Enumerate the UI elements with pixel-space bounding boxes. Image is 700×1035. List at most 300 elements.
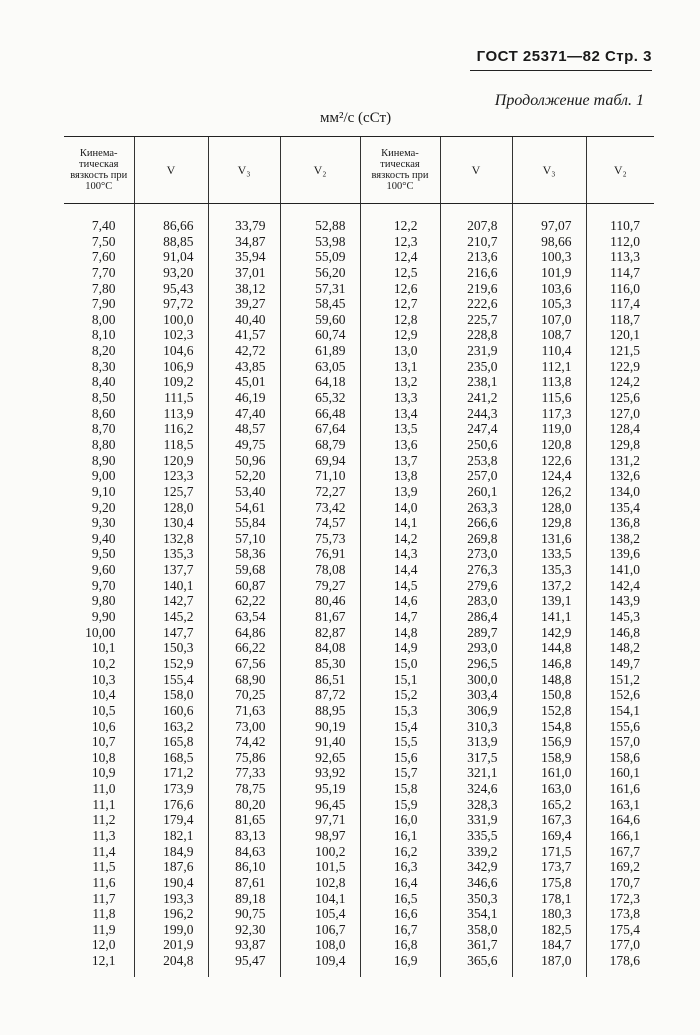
table-cell: 241,2: [467, 390, 498, 406]
table-cell: 15,5: [393, 734, 418, 750]
table-cell: 16,4: [393, 874, 418, 890]
table-cell: 289,7: [467, 624, 498, 640]
table-cell: 178,6: [609, 953, 640, 969]
column-kinematic-viscosity-1: [64, 204, 134, 977]
table-cell: 273,0: [467, 546, 498, 562]
table-cell: 184,9: [163, 843, 194, 859]
table-cell: 10,5: [91, 702, 116, 718]
table-cell: 66,48: [315, 405, 346, 421]
table-cell: 47,40: [235, 405, 266, 421]
table-cell: 129,8: [609, 436, 640, 452]
page-header-title: ГОСТ 25371—82 Стр. 3: [476, 48, 652, 65]
table-cell: 10,7: [91, 734, 116, 750]
table-cell: 175,8: [541, 874, 572, 890]
table-cell: 117,3: [541, 405, 572, 421]
table-cell: 53,40: [235, 483, 266, 499]
table-cell: 142,4: [609, 577, 640, 593]
table-cell: 10,2: [91, 655, 116, 671]
column-v2-1: [281, 204, 360, 977]
table-cell: 82,87: [315, 624, 346, 640]
table-cell: 64,18: [315, 374, 346, 390]
table-cell: 235,0: [467, 358, 498, 374]
table-cell: 138,2: [609, 530, 640, 546]
table-cell: 16,3: [393, 859, 418, 875]
table-cell: 12,8: [393, 311, 418, 327]
table-continuation-label: Продолжение табл. 1: [494, 92, 644, 109]
table-cell: 68,90: [235, 671, 266, 687]
table-cell: 266,6: [467, 515, 498, 531]
table-cell: 11,5: [92, 859, 116, 875]
table-cell: 358,0: [467, 921, 498, 937]
table-cell: 147,7: [163, 624, 194, 640]
table-cell: 118,5: [163, 436, 194, 452]
table-cell: 58,36: [235, 546, 266, 562]
table-cell: 171,2: [163, 765, 194, 781]
table-cell: 91,40: [315, 734, 346, 750]
table-cell: 63,05: [315, 358, 346, 374]
table-cell: 354,1: [467, 906, 498, 922]
table-cell: 166,1: [609, 827, 640, 843]
table-cell: 276,3: [467, 562, 498, 578]
table-cell: 116,0: [610, 280, 640, 296]
table-cell: 97,71: [315, 812, 346, 828]
table-cell: 120,9: [163, 452, 194, 468]
table-cell: 102,3: [163, 327, 194, 343]
table-cell: 93,92: [315, 765, 346, 781]
table-cell: 112,0: [610, 233, 640, 249]
table-cell: 169,2: [609, 859, 640, 875]
table-cell: 321,1: [467, 765, 498, 781]
table-cell: 74,57: [315, 515, 346, 531]
table-cell: 210,7: [467, 233, 498, 249]
table-cell: 69,94: [315, 452, 346, 468]
table-cell: 13,2: [393, 374, 418, 390]
table-cell: 13,3: [393, 390, 418, 406]
table-cell: 160,6: [163, 702, 194, 718]
table-cell: 38,12: [235, 280, 266, 296]
table-cell: 238,1: [467, 374, 498, 390]
table-cell: 163,0: [541, 781, 572, 797]
table-cell: 41,57: [235, 327, 266, 343]
table-cell: 263,3: [467, 499, 498, 515]
table-cell: 46,19: [235, 390, 266, 406]
table-cell: 103,6: [541, 280, 572, 296]
table-cell: 71,63: [235, 702, 266, 718]
table-cell: 296,5: [467, 655, 498, 671]
table-cell: 96,45: [315, 796, 346, 812]
table-cell: 14,5: [393, 577, 418, 593]
table-cell: 8,50: [91, 390, 116, 406]
table-cell: 9,40: [91, 530, 116, 546]
table-cell: 15,6: [393, 749, 418, 765]
table-cell: 137,2: [541, 577, 572, 593]
table-cell: 231,9: [467, 343, 498, 359]
table-cell: 131,2: [609, 452, 640, 468]
column-kinematic-viscosity-2: [361, 204, 440, 977]
table-cell: 204,8: [163, 953, 194, 969]
table-cell: 78,75: [235, 781, 266, 797]
table-cell: 100,3: [541, 249, 572, 265]
table-cell: 80,46: [315, 593, 346, 609]
table-cell: 98,66: [541, 233, 572, 249]
table-cell: 317,5: [467, 749, 498, 765]
table-cell: 7,70: [91, 264, 116, 280]
table-cell: 7,60: [91, 249, 116, 265]
table-cell: 216,6: [467, 264, 498, 280]
table-cell: 122,9: [609, 358, 640, 374]
table-cell: 12,4: [393, 249, 418, 265]
header-v2-2: V₂: [586, 137, 654, 204]
table-cell: 14,9: [393, 640, 418, 656]
table-cell: 37,01: [235, 264, 266, 280]
table-cell: 8,90: [91, 452, 116, 468]
table-cell: 13,5: [393, 421, 418, 437]
table-cell: 283,0: [467, 593, 498, 609]
table-cell: 49,75: [235, 436, 266, 452]
table-cell: 109,2: [163, 374, 194, 390]
table-cell: 34,87: [235, 233, 266, 249]
table-cell: 149,7: [609, 655, 640, 671]
table-header-row: [64, 137, 654, 204]
table-cell: 78,08: [315, 562, 346, 578]
table-cell: 193,3: [163, 890, 194, 906]
table-cell: 228,8: [467, 327, 498, 343]
table-cell: 98,97: [315, 827, 346, 843]
table-cell: 142,9: [541, 624, 572, 640]
table-cell: 157,0: [609, 734, 640, 750]
table-cell: 11,6: [92, 874, 116, 890]
table-cell: 12,5: [393, 264, 418, 280]
header-v3-1: V₃: [208, 137, 280, 204]
table-cell: 97,07: [541, 218, 572, 233]
table-cell: 222,6: [467, 296, 498, 312]
table-cell: 16,9: [393, 953, 418, 969]
table-cell: 58,45: [315, 296, 346, 312]
table-cell: 179,4: [163, 812, 194, 828]
table-cell: 72,27: [315, 483, 346, 499]
table-cell: 152,6: [609, 687, 640, 703]
table-cell: 175,4: [609, 921, 640, 937]
header-kinematic-viscosity-1: Кинема-тическая вязкость при 100°С: [64, 137, 134, 204]
table-cell: 161,0: [541, 765, 572, 781]
table-cell: 164,6: [609, 812, 640, 828]
table-cell: 95,19: [315, 781, 346, 797]
header-v3-2: V₃: [512, 137, 586, 204]
table-cell: 350,3: [467, 890, 498, 906]
table-cell: 87,61: [235, 874, 266, 890]
table-cell: 14,3: [393, 546, 418, 562]
table-cell: 8,20: [91, 343, 116, 359]
units-label: мм²/с (сСт): [320, 110, 392, 126]
table-cell: 104,1: [315, 890, 346, 906]
table-cell: 160,1: [609, 765, 640, 781]
header-kinematic-viscosity-2: Кинема-тическая вязкость при 100°С: [360, 137, 440, 204]
table-cell: 207,8: [467, 218, 498, 233]
table-cell: 141,0: [609, 562, 640, 578]
table-cell: 146,8: [609, 624, 640, 640]
table-cell: 54,61: [235, 499, 266, 515]
table-cell: 154,8: [541, 718, 572, 734]
table-cell: 177,0: [609, 937, 640, 953]
table-cell: 62,22: [235, 593, 266, 609]
table-cell: 120,8: [541, 436, 572, 452]
table-cell: 15,4: [393, 718, 418, 734]
table-cell: 10,6: [91, 718, 116, 734]
table-cell: 173,7: [541, 859, 572, 875]
table-cell: 12,6: [393, 280, 418, 296]
table-cell: 9,80: [91, 593, 116, 609]
table-cell: 42,72: [235, 343, 266, 359]
table-cell: 9,30: [91, 515, 116, 531]
table-cell: 152,9: [163, 655, 194, 671]
table-cell: 50,96: [235, 452, 266, 468]
table-cell: 45,01: [235, 374, 266, 390]
table-cell: 90,75: [235, 906, 266, 922]
table-cell: 89,18: [235, 890, 266, 906]
table-cell: 8,00: [91, 311, 116, 327]
table-cell: 339,2: [467, 843, 498, 859]
table-cell: 11,7: [92, 890, 116, 906]
table-cell: 84,63: [235, 843, 266, 859]
table-cell: 102,8: [315, 874, 346, 890]
table-cell: 68,79: [315, 436, 346, 452]
table-cell: 144,8: [541, 640, 572, 656]
table-cell: 91,04: [163, 249, 194, 265]
table-cell: 150,3: [163, 640, 194, 656]
table-cell: 129,8: [541, 515, 572, 531]
table-cell: 105,4: [315, 906, 346, 922]
table-cell: 163,1: [609, 796, 640, 812]
table-cell: 12,3: [393, 233, 418, 249]
table-cell: 190,4: [163, 874, 194, 890]
table-cell: 306,9: [467, 702, 498, 718]
table-cell: 279,6: [467, 577, 498, 593]
table-cell: 10,1: [91, 640, 116, 656]
table-cell: 110,4: [541, 343, 572, 359]
table-cell: 15,8: [393, 781, 418, 797]
table-cell: 124,4: [541, 468, 572, 484]
table-cell: 13,6: [393, 436, 418, 452]
column-v-2: [441, 204, 512, 977]
table-cell: 13,0: [393, 343, 418, 359]
table-cell: 303,4: [467, 687, 498, 703]
table-cell: 139,1: [541, 593, 572, 609]
table-cell: 14,8: [393, 624, 418, 640]
table-cell: 213,6: [467, 249, 498, 265]
table-cell: 14,6: [393, 593, 418, 609]
table-cell: 39,27: [235, 296, 266, 312]
table-cell: 88,95: [315, 702, 346, 718]
table-cell: 12,2: [393, 218, 418, 233]
table-cell: 145,2: [163, 609, 194, 625]
table-cell: 361,7: [467, 937, 498, 953]
table-cell: 244,3: [467, 405, 498, 421]
table-cell: 11,4: [92, 843, 116, 859]
table-cell: 127,0: [609, 405, 640, 421]
table-cell: 196,2: [163, 906, 194, 922]
table-cell: 67,56: [235, 655, 266, 671]
header-v-2: V: [440, 137, 512, 204]
table-cell: 286,4: [467, 609, 498, 625]
table-cell: 136,8: [609, 515, 640, 531]
table-cell: 104,6: [163, 343, 194, 359]
table-cell: 13,7: [393, 452, 418, 468]
table-cell: 324,6: [467, 781, 498, 797]
table-cell: 158,6: [609, 749, 640, 765]
table-cell: 119,0: [541, 421, 572, 437]
table-cell: 128,4: [609, 421, 640, 437]
table-cell: 116,2: [163, 421, 194, 437]
table-cell: 135,3: [541, 562, 572, 578]
table-cell: 107,0: [541, 311, 572, 327]
table-cell: 64,86: [235, 624, 266, 640]
table-cell: 161,6: [609, 781, 640, 797]
table-cell: 15,3: [393, 702, 418, 718]
table-cell: 75,86: [235, 749, 266, 765]
table-cell: 48,57: [235, 421, 266, 437]
table-cell: 148,8: [541, 671, 572, 687]
table-cell: 173,9: [163, 781, 194, 797]
table-cell: 57,10: [235, 530, 266, 546]
table-cell: 12,9: [393, 327, 418, 343]
table-cell: 151,2: [609, 671, 640, 687]
table-cell: 63,54: [235, 609, 266, 625]
header-v-1: V: [134, 137, 208, 204]
table-cell: 122,6: [541, 452, 572, 468]
table-cell: 131,6: [541, 530, 572, 546]
table-cell: 11,8: [92, 906, 116, 922]
table-cell: 140,1: [163, 577, 194, 593]
table-cell: 124,2: [609, 374, 640, 390]
table-cell: 87,72: [315, 687, 346, 703]
table-cell: 7,50: [91, 233, 116, 249]
table-cell: 40,40: [235, 311, 266, 327]
table-cell: 57,31: [315, 280, 346, 296]
table-cell: 142,7: [163, 593, 194, 609]
table-cell: 313,9: [467, 734, 498, 750]
table-cell: 163,2: [163, 718, 194, 734]
table-cell: 158,9: [541, 749, 572, 765]
table-cell: 135,3: [163, 546, 194, 562]
table-cell: 60,87: [235, 577, 266, 593]
table-cell: 328,3: [467, 796, 498, 812]
table-cell: 9,60: [91, 562, 116, 578]
table-body-row: [64, 204, 654, 977]
table-cell: 10,4: [91, 687, 116, 703]
table-cell: 155,6: [609, 718, 640, 734]
table-cell: 9,20: [91, 499, 116, 515]
table-cell: 170,7: [609, 874, 640, 890]
table-cell: 92,30: [235, 921, 266, 937]
table-cell: 172,3: [609, 890, 640, 906]
table-cell: 15,2: [393, 687, 418, 703]
header-rule: [470, 70, 652, 71]
table-cell: 121,5: [609, 343, 640, 359]
table-cell: 9,00: [91, 468, 116, 484]
table-cell: 13,8: [393, 468, 418, 484]
table-cell: 12,0: [91, 937, 116, 953]
table-cell: 7,80: [91, 280, 116, 296]
table-cell: 167,7: [609, 843, 640, 859]
table-cell: 168,5: [163, 749, 194, 765]
table-cell: 178,1: [541, 890, 572, 906]
table-cell: 74,42: [235, 734, 266, 750]
table-cell: 71,10: [315, 468, 346, 484]
table-cell: 253,8: [467, 452, 498, 468]
table-cell: 219,6: [467, 280, 498, 296]
table-cell: 10,3: [91, 671, 116, 687]
table-cell: 79,27: [315, 577, 346, 593]
table-cell: 16,0: [393, 812, 418, 828]
table-cell: 105,3: [541, 296, 572, 312]
table-cell: 135,4: [609, 499, 640, 515]
table-cell: 365,6: [467, 953, 498, 969]
table-cell: 9,10: [91, 483, 116, 499]
table-cell: 86,51: [315, 671, 346, 687]
table-cell: 110,7: [610, 218, 640, 233]
table-cell: 108,7: [541, 327, 572, 343]
table-cell: 16,8: [393, 937, 418, 953]
table-cell: 13,4: [393, 405, 418, 421]
column-v3-1: [209, 204, 280, 977]
table-cell: 158,0: [163, 687, 194, 703]
table-cell: 125,7: [163, 483, 194, 499]
table-cell: 113,3: [610, 249, 640, 265]
table-cell: 106,7: [315, 921, 346, 937]
table-cell: 108,0: [315, 937, 346, 953]
table-cell: 73,42: [315, 499, 346, 515]
table-cell: 77,33: [235, 765, 266, 781]
table-cell: 342,9: [467, 859, 498, 875]
table-cell: 16,5: [393, 890, 418, 906]
table-cell: 335,5: [467, 827, 498, 843]
table-cell: 85,30: [315, 655, 346, 671]
table-cell: 55,84: [235, 515, 266, 531]
table-cell: 114,7: [610, 264, 640, 280]
table-cell: 269,8: [467, 530, 498, 546]
table-cell: 8,60: [91, 405, 116, 421]
table-cell: 73,00: [235, 718, 266, 734]
table-cell: 16,6: [393, 906, 418, 922]
table-cell: 156,9: [541, 734, 572, 750]
table-cell: 86,10: [235, 859, 266, 875]
table-cell: 81,65: [235, 812, 266, 828]
table-cell: 132,6: [609, 468, 640, 484]
table-cell: 293,0: [467, 640, 498, 656]
table-cell: 67,64: [315, 421, 346, 437]
viscosity-index-table: [64, 136, 654, 977]
table-cell: 257,0: [467, 468, 498, 484]
table-cell: 75,73: [315, 530, 346, 546]
table-cell: 90,19: [315, 718, 346, 734]
table-cell: 14,0: [393, 499, 418, 515]
table-cell: 111,5: [164, 390, 194, 406]
table-cell: 8,10: [91, 327, 116, 343]
table-cell: 126,2: [541, 483, 572, 499]
table-cell: 187,0: [541, 953, 572, 969]
table-cell: 70,25: [235, 687, 266, 703]
header-v2-1: V₂: [280, 137, 360, 204]
table-cell: 150,8: [541, 687, 572, 703]
table-cell: 109,4: [315, 953, 346, 969]
table-cell: 52,20: [235, 468, 266, 484]
table-cell: 15,0: [393, 655, 418, 671]
table-cell: 113,9: [163, 405, 194, 421]
table-cell: 100,0: [163, 311, 194, 327]
table-cell: 14,1: [393, 515, 418, 531]
table-cell: 95,43: [163, 280, 194, 296]
table-cell: 173,8: [609, 906, 640, 922]
